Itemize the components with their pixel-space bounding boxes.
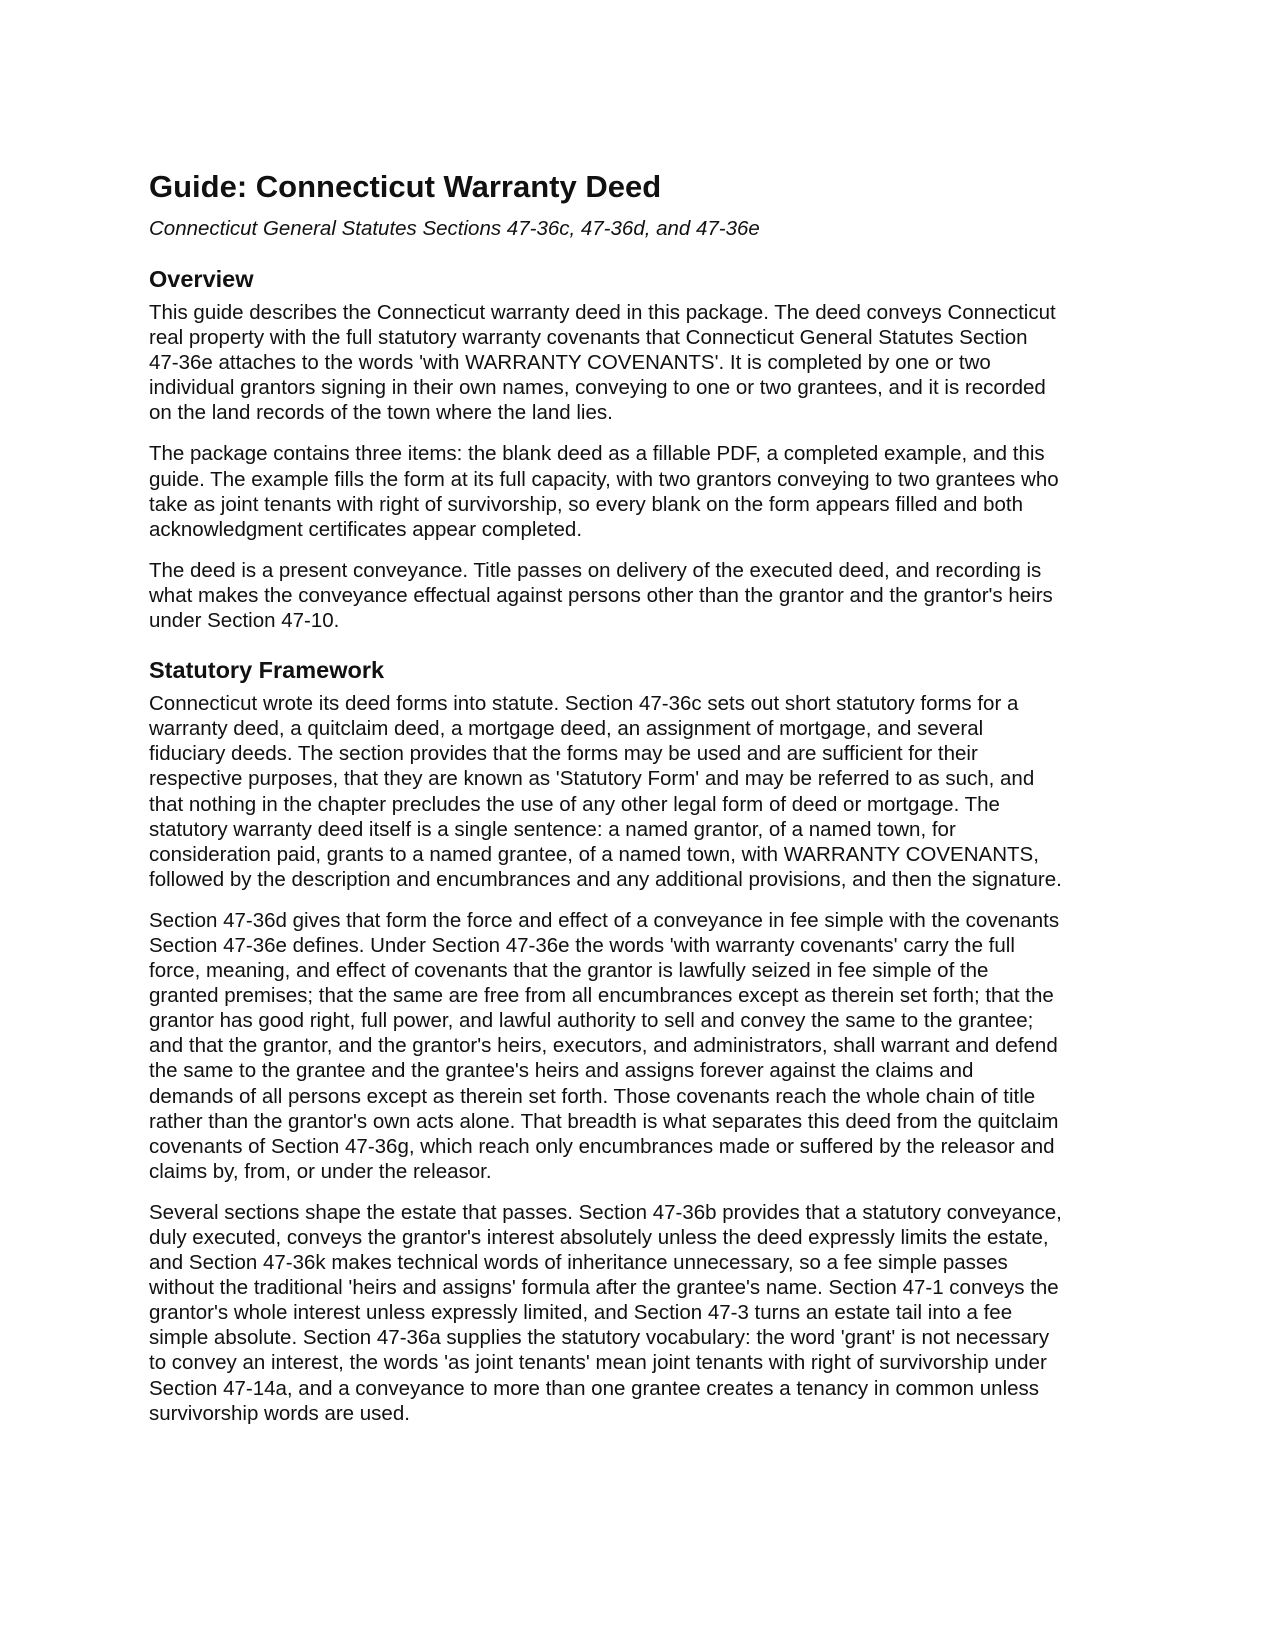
text-line: force, meaning, and effect of covenants that the grantor is lawfully seized in fee simple of the xyxy=(149,959,989,983)
paragraph xyxy=(149,441,1129,541)
text-line: respective purposes, that they are known as 'Statutory Form' and may be referred to as such, and xyxy=(149,767,1035,791)
text-line: survivorship words are used. xyxy=(149,1401,410,1425)
section-overview-body xyxy=(149,300,1129,633)
text-line: demands of all persons except as therein set forth. Those covenants reach the whole chain of title xyxy=(149,1084,1036,1108)
paragraph xyxy=(149,558,1129,633)
paragraph xyxy=(149,300,1129,425)
text-line: to convey an interest, the words 'as joint tenants' mean joint tenants with right of survivorship under xyxy=(149,1351,1047,1375)
paragraph xyxy=(149,908,1129,1184)
text-line: The deed is a present conveyance. Title passes on delivery of the executed deed, and recording is xyxy=(149,558,1042,582)
text-line: warranty deed, a quitclaim deed, a mortgage deed, an assignment of mortgage, and several xyxy=(149,717,984,741)
text-line: consideration paid, grants to a named grantee, of a named town, with WARRANTY COVENANTS, xyxy=(149,842,1039,866)
text-line: This guide describes the Connecticut warranty deed in this package. The deed conveys Connecticut xyxy=(149,301,1056,324)
paragraph xyxy=(149,1200,1129,1426)
text-line: 47-36e attaches to the words 'with WARRANTY COVENANTS'. It is completed by one or two xyxy=(149,351,991,375)
text-line: fiduciary deeds. The section provides that the forms may be used and are sufficient for their xyxy=(149,742,978,766)
text-line: under Section 47-10. xyxy=(149,609,340,633)
text-line: Section 47-14a, and a conveyance to more than one grantee creates a tenancy in common unless xyxy=(149,1376,1040,1400)
text-line: The package contains three items: the blank deed as a fillable PDF, a completed example, and this xyxy=(149,442,1045,466)
text-line: individual grantors signing in their own names, conveying to one or two grantees, and it is recorded xyxy=(149,376,1046,400)
text-line: on the land records of the town where the land lies. xyxy=(149,401,613,425)
text-line: grantor's whole interest unless expressly limited, and Section 47-3 turns an estate tail into a fee xyxy=(149,1301,1013,1325)
text-line: Connecticut wrote its deed forms into statute. Section 47-36c sets out short statutory forms for a xyxy=(149,692,1019,716)
text-line: Several sections shape the estate that passes. Section 47-36b provides that a statutory conveyance, xyxy=(149,1200,1062,1224)
text-line: statutory warranty deed itself is a single sentence: a named grantor, of a named town, for xyxy=(149,817,956,841)
text-line: grantor has good right, full power, and lawful authority to sell and convey the same to the grantee; xyxy=(149,1009,1034,1033)
text-line: and Section 47-36k makes technical words of inheritance unnecessary, so a fee simple passes xyxy=(149,1251,1008,1275)
section-heading-overview: Overview xyxy=(149,266,254,292)
text-line: followed by the description and encumbrances and any additional provisions, and then the signature. xyxy=(149,867,1062,891)
section-statutory-framework-body xyxy=(149,691,1129,1426)
section-heading-statutory-framework: Statutory Framework xyxy=(149,657,385,684)
text-line: claims by, from, or under the releasor. xyxy=(149,1159,492,1183)
text-line: without the traditional 'heirs and assigns' formula after the grantee's name. Section 47-1 conveys the xyxy=(149,1276,1059,1300)
text-line: and that the grantor, and the grantor's heirs, executors, and administrators, shall warrant and defend xyxy=(149,1034,1058,1058)
text-line: take as joint tenants with right of survivorship, so every blank on the form appears filled and both xyxy=(149,492,1024,516)
text-line: real property with the full statutory warranty covenants that Connecticut General Statutes Section xyxy=(149,326,1028,350)
document-subtitle: Connecticut General Statutes Sections 47-36c, 47-36d, and 47-36e xyxy=(149,217,760,240)
text-line: Section 47-36e defines. Under Section 47-36e the words 'with warranty covenants' carry the full xyxy=(149,933,1015,957)
text-line: acknowledgment certificates appear completed. xyxy=(149,517,583,541)
text-line: that nothing in the chapter precludes the use of any other legal form of deed or mortgage. The xyxy=(149,792,1000,816)
document-page xyxy=(149,168,1129,1426)
text-line: simple absolute. Section 47-36a supplies the statutory vocabulary: the word 'grant' is not necessary xyxy=(149,1326,1050,1350)
text-line: granted premises; that the same are free from all encumbrances except as therein set forth; that the xyxy=(149,984,1054,1008)
paragraph xyxy=(149,691,1129,892)
text-line: Section 47-36d gives that form the force and effect of a conveyance in fee simple with the covenants xyxy=(149,908,1060,932)
text-line: covenants of Section 47-36g, which reach only encumbrances made or suffered by the releasor and xyxy=(149,1134,1055,1158)
text-line: rather than the grantor's own acts alone. That breadth is what separates this deed from the quitclaim xyxy=(149,1109,1059,1133)
text-line: guide. The example fills the form at its full capacity, with two grantors conveying to two grantees who xyxy=(149,467,1059,491)
text-line: what makes the conveyance effectual against persons other than the grantor and the grantor's heirs xyxy=(149,583,1053,607)
text-line: the same to the grantee and the grantee's heirs and assigns forever against the claims and xyxy=(149,1059,974,1083)
document-title: Guide: Connecticut Warranty Deed xyxy=(149,169,662,204)
text-line: duly executed, conveys the grantor's interest absolutely unless the deed expressly limits the estate, xyxy=(149,1226,1049,1249)
